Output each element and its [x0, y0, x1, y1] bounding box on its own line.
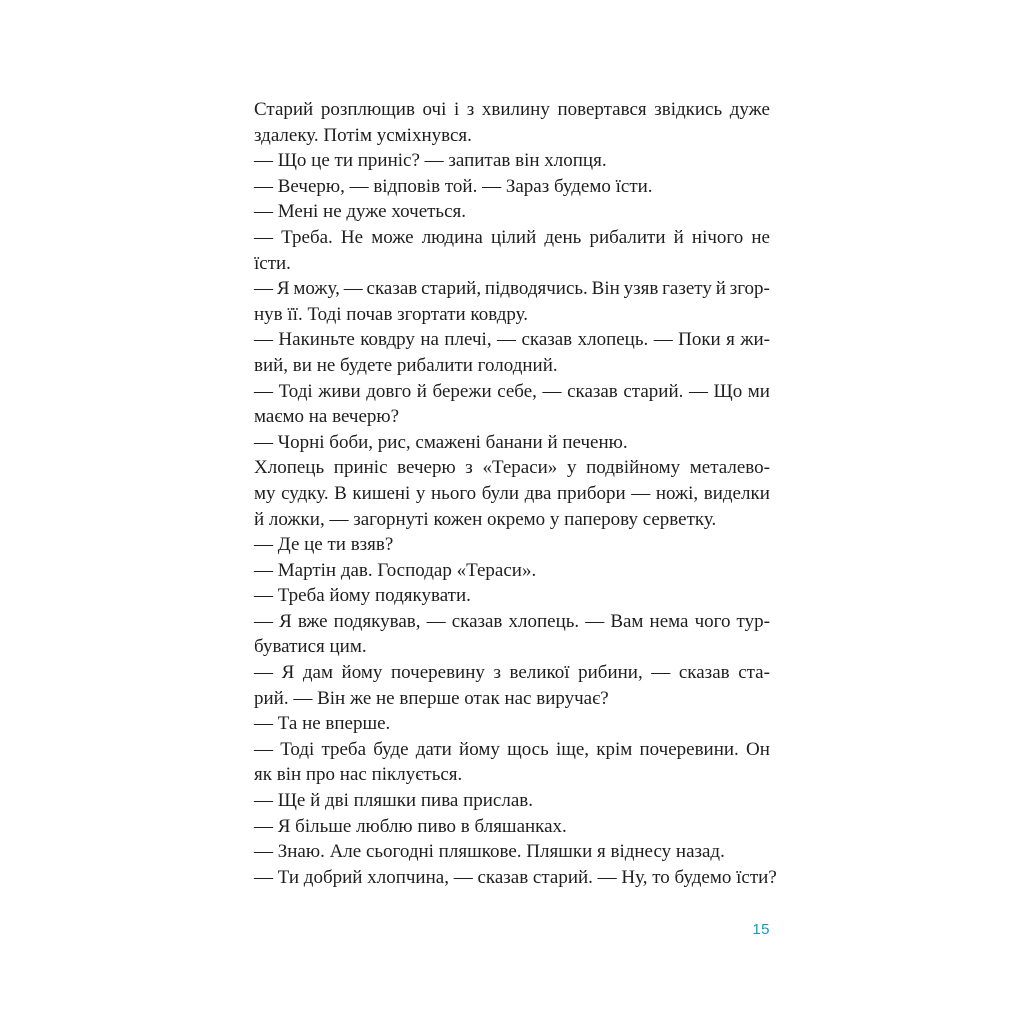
text-line: рий. — Він же не вперше отак нас виручає?	[254, 687, 609, 709]
text-line: — Треба. Не може людина цілий день рибалити й нічого не	[254, 226, 770, 248]
text-line: як він про нас піклується.	[254, 764, 463, 786]
text-line: — Тоді треба буде дати йому щось іще, крім почеревини. Он	[254, 738, 770, 760]
text-line: здалеку. Потім усміхнувся.	[254, 124, 472, 146]
text-line: їсти.	[254, 252, 291, 274]
text-line: нув її. Тоді почав згортати ковдру.	[254, 303, 528, 325]
text-line: — Тоді живи довго й бережи себе, — сказав старий. — Що ми	[254, 380, 770, 402]
text-line: — Я вже подякував, — сказав хлопець. — Вам нема чого тур-	[254, 610, 770, 632]
text-line: — Та не вперше.	[254, 713, 391, 735]
text-line: — Мені не дуже хочеться.	[254, 201, 467, 223]
body-text	[254, 97, 777, 890]
text-line: — Де це ти взяв?	[254, 534, 394, 556]
text-line: — Я більше люблю пиво в бляшанках.	[254, 815, 567, 837]
text-line: — Мартін дав. Господар «Тераси».	[254, 559, 537, 581]
text-line: — Треба йому подякувати.	[254, 585, 471, 607]
text-line: — Чорні боби, рис, смажені банани й печеню.	[254, 431, 628, 453]
text-line: — Ти добрий хлопчина, — сказав старий. — Ну, то будемо їсти?	[254, 866, 777, 888]
text-line: — Вечерю, — відповів той. — Зараз будемо їсти.	[254, 175, 653, 197]
text-line: й ложки, — загорнуті кожен окремо у паперову серветку.	[254, 508, 717, 530]
text-line: Старий розплющив очі і з хвилину повертався звідкись дуже	[254, 99, 770, 120]
page-number: 15	[752, 921, 770, 938]
text-line: буватися цим.	[254, 636, 367, 658]
text-line: Хлопець приніс вечерю з «Тераси» у подвійному металево-	[254, 457, 770, 479]
text-line: — Я можу, — сказав старий, підводячись. Він узяв газету й згор-	[254, 278, 770, 300]
text-line: му судку. В кишені у нього були два прибори — ножі, виделки	[254, 482, 770, 504]
text-line: — Знаю. Але сьогодні пляшкове. Пляшки я віднесу назад.	[254, 841, 725, 863]
text-line: — Я дам йому почеревину з великої рибини, — сказав ста-	[254, 662, 770, 684]
text-line: — Накиньте ковдру на плечі, — сказав хлопець. — Поки я жи-	[254, 329, 770, 351]
text-line: маємо на вечерю?	[254, 406, 400, 428]
text-line: — Ще й дві пляшки пива прислав.	[254, 790, 533, 812]
text-line: вий, ви не будете рибалити голодний.	[254, 354, 558, 376]
text-line: — Що це ти приніс? — запитав він хлопця.	[254, 150, 607, 172]
